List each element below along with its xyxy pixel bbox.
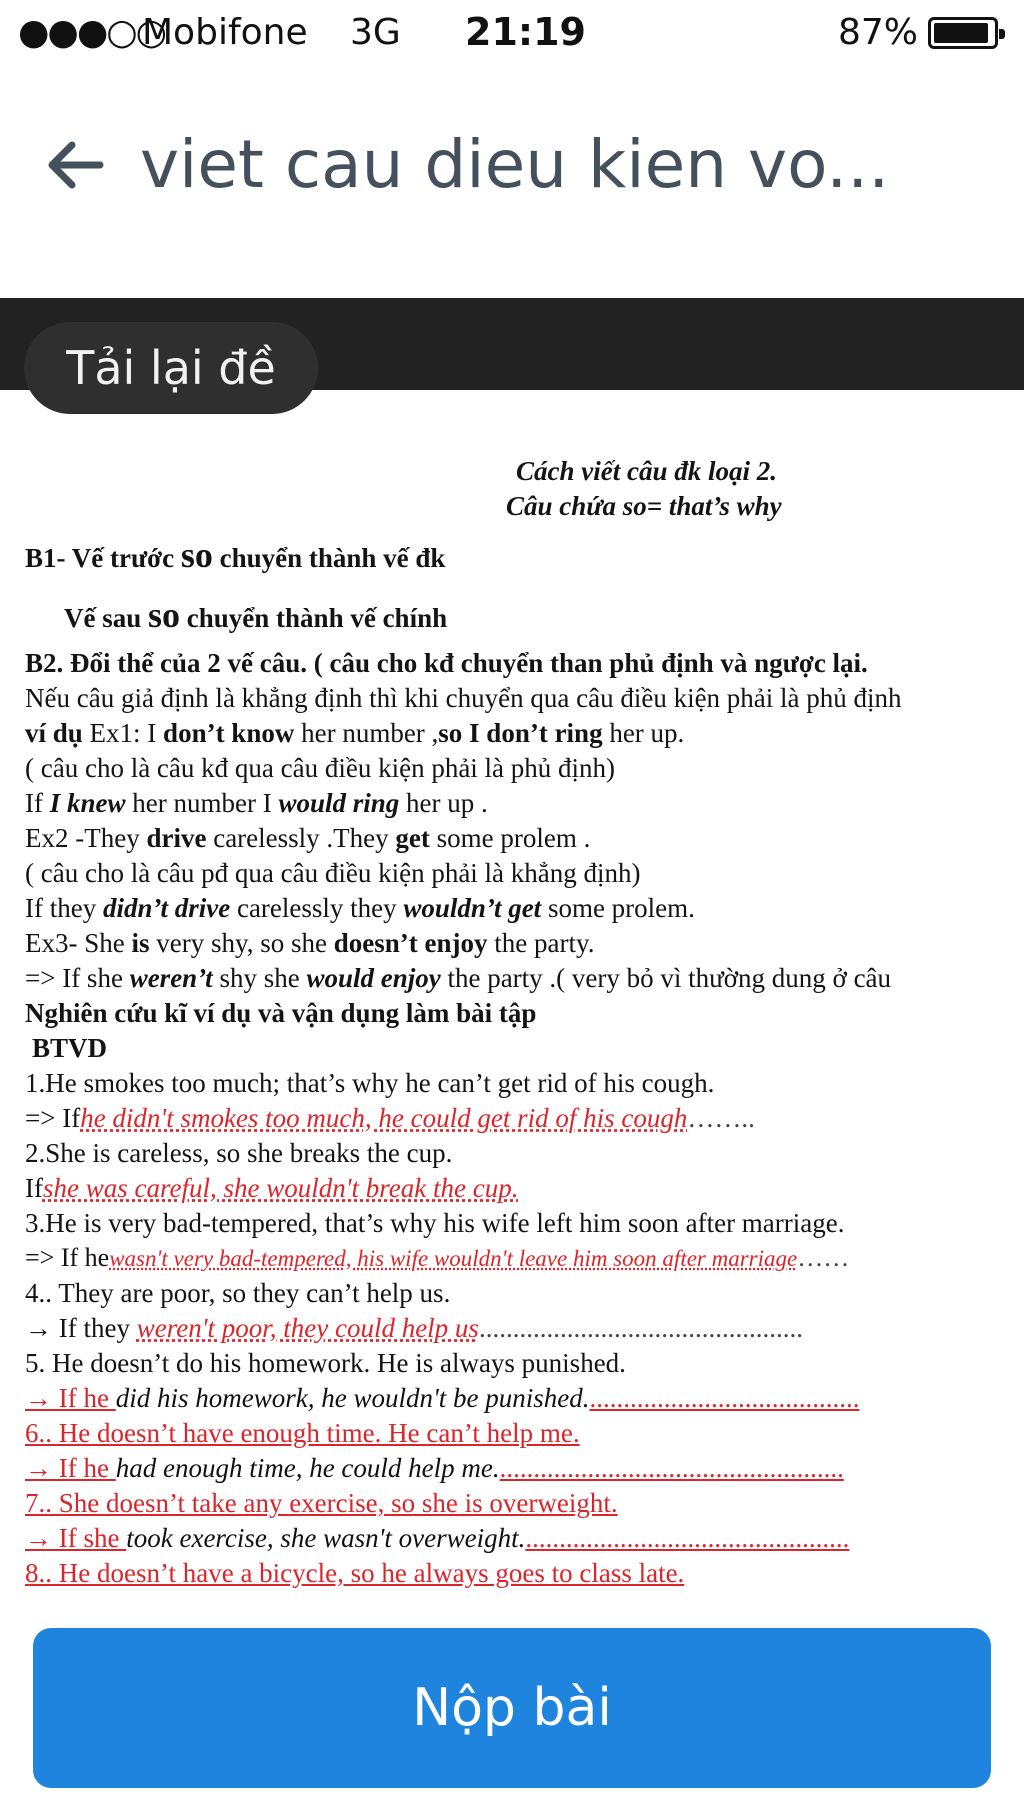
example-2-note: ( câu cho là câu pđ qua câu điều kiện phải là khẳng định) bbox=[25, 858, 641, 888]
reload-exam-button[interactable]: Tải lại đề bbox=[24, 322, 318, 414]
back-button[interactable] bbox=[40, 130, 110, 200]
answer-1: => Ifhe didn't smokes too much, he could get rid of his cough…….. bbox=[25, 1103, 755, 1133]
question-7: 7.. She doesn’t take any exercise, so she is overweight. bbox=[25, 1488, 618, 1518]
example-3-answer: => If she weren’t shy she would enjoy the party .( very bỏ vì thường dung ở câu bbox=[25, 963, 892, 993]
exercise-heading: BTVD bbox=[32, 1033, 108, 1063]
question-2: 2.She is careless, so she breaks the cup. bbox=[25, 1138, 453, 1168]
answer-2: Ifshe was careful, she wouldn't break the cup. bbox=[25, 1173, 519, 1203]
status-bar bbox=[0, 0, 1024, 64]
doc-heading-1: Cách viết câu đk loại 2. bbox=[516, 456, 777, 486]
network-type: 3G bbox=[350, 12, 401, 53]
arrow-left-icon bbox=[40, 130, 110, 200]
carrier-name: Mobifone bbox=[142, 12, 308, 53]
app-header bbox=[0, 90, 1024, 240]
exercise-document bbox=[0, 440, 1024, 1600]
example-1-note: ( câu cho là câu kđ qua câu điều kiện phải là phủ định) bbox=[25, 753, 616, 783]
submit-button[interactable]: Nộp bài bbox=[33, 1628, 991, 1788]
doc-heading-2: Câu chứa so= that’s why bbox=[506, 491, 782, 521]
step-b2: B2. Đổi thể của 2 vế câu. ( câu cho kđ chuyển than phủ định và ngược lại. bbox=[25, 648, 868, 678]
example-1: ví dụ Ex1: I don’t know her number ,so I don’t ring her up. bbox=[25, 718, 685, 748]
question-3: 3.He is very bad-tempered, that’s why his wife left him soon after marriage. bbox=[25, 1208, 845, 1238]
question-5: 5. He doesn’t do his homework. He is always punished. bbox=[25, 1348, 626, 1378]
study-instruction: Nghiên cứu kĩ ví dụ và vận dụng làm bài tập bbox=[25, 998, 537, 1028]
answer-4: → If they weren't poor, they could help us................................................ bbox=[25, 1313, 803, 1343]
step-b1-continued: Vế sau so chuyển thành vế chính bbox=[64, 595, 448, 635]
signal-strength-icon: ●●●○○ bbox=[18, 12, 166, 53]
example-3: Ex3- She is very shy, so she doesn’t enjoy the party. bbox=[25, 928, 595, 958]
answer-5: → If he did his homework, he wouldn't be punished......................................... bbox=[25, 1383, 860, 1413]
battery-icon bbox=[928, 17, 998, 49]
example-2-answer: If they didn’t drive carelessly they wouldn’t get some prolem. bbox=[25, 893, 695, 923]
example-2: Ex2 -They drive carelessly .They get some prolem . bbox=[25, 823, 591, 853]
battery-percentage: 87% bbox=[838, 12, 919, 53]
question-6: 6.. He doesn’t have enough time. He can’t help me. bbox=[25, 1418, 580, 1448]
rule-line: Nếu câu giả định là khẳng định thì khi chuyển qua câu điều kiện phải là phủ định bbox=[25, 683, 902, 713]
answer-3: => If hewasn't very bad-tempered, his wife wouldn't leave him soon after marriage…… bbox=[25, 1243, 850, 1272]
example-1-answer: If I knew her number I would ring her up . bbox=[25, 788, 488, 818]
status-time: 21:19 bbox=[465, 10, 586, 54]
step-b1: B1- Vế trước so chuyển thành vế đk bbox=[25, 535, 446, 575]
page-title: viet cau dieu kien vo... bbox=[140, 126, 890, 203]
answer-6: → If he had enough time, he could help me.................................................... bbox=[25, 1453, 844, 1483]
question-1: 1.He smokes too much; that’s why he can’t get rid of his cough. bbox=[25, 1068, 715, 1098]
question-4: 4.. They are poor, so they can’t help us. bbox=[25, 1278, 451, 1308]
question-8: 8.. He doesn’t have a bicycle, so he always goes to class late. bbox=[25, 1558, 685, 1588]
answer-7: → If she took exercise, she wasn't overweight................................................. bbox=[25, 1523, 850, 1553]
